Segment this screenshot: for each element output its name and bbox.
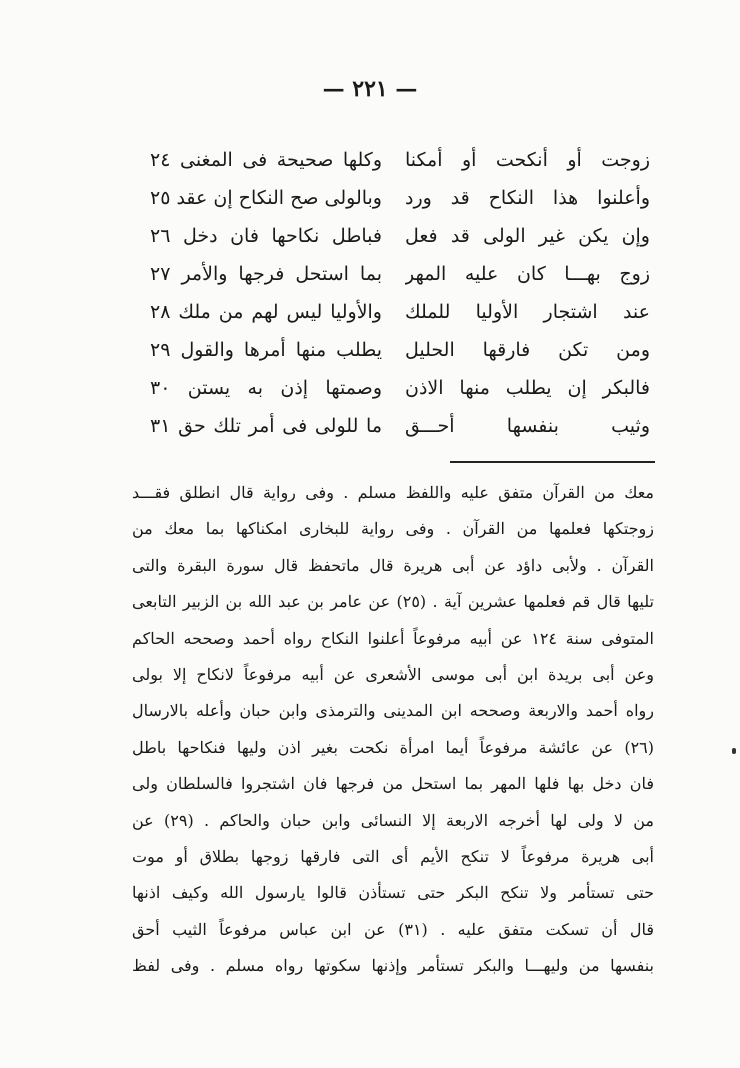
note-line: أبى هريرة مرفوعاً لا تنكح الأيم أى التى فارقها زوجها بطلاق أو موت (132, 846, 654, 866)
verse-first-hemistich: زوج بهـــا كان عليه المهر (405, 263, 650, 285)
verse-second-hemistich: فباطل نكاحها فان دخل ٢٦ (150, 225, 382, 247)
verse-second-hemistich: وبالولى صح النكاح إن عقد ٢٥ (150, 187, 382, 209)
verse-line (150, 260, 650, 298)
verse-line (150, 146, 650, 184)
verse-line (150, 412, 650, 450)
poem-verses (150, 146, 650, 450)
commentary-notes (132, 478, 654, 987)
verse-second-hemistich: وصمتها إذن به يستن ٣٠ (150, 377, 382, 399)
note-line: قال أن تسكت متفق عليه . (٣١) عن ابن عباس مرفوعاً الثيب أحق (132, 919, 654, 939)
verse-line (150, 222, 650, 260)
verse-first-hemistich: ومن تكن فارقها الحليل (405, 339, 650, 361)
note-line: بنفسها من وليهـــا والبكر تستأمر وإذنها سكوتها رواه مسلم . وفى لفظ (132, 956, 654, 976)
verse-second-hemistich: يطلب منها أمرها والقول ٢٩ (150, 339, 382, 361)
note-line: معك من القرآن متفق عليه واللفظ مسلم . وفى رواية قال انطلق فقـــد (132, 483, 654, 502)
note-line: وعن أبى بريدة ابن أبى موسى الأشعرى عن أبيه مرفوعاً لانكاح إلا بولى (132, 664, 654, 684)
note-line: القرآن . ولأبى داؤد عن أبى هريرة قال ماتحفظ قال سورة البقرة والتى (132, 555, 654, 575)
margin-ink-mark (732, 748, 736, 754)
verse-line (150, 374, 650, 412)
note-line: تليها قال قم فعلمها عشرين آية . (٢٥) عن عامر بن عبد الله بن الزبير التابعى (132, 592, 654, 612)
verse-line (150, 184, 650, 222)
note-line: فان دخل بها فلها المهر بما استحل من فرجها فان اشتجروا فالسلطان ولى (132, 774, 654, 794)
verse-second-hemistich: بما استحل فرجها والأمر ٢٧ (150, 263, 382, 285)
note-line: رواه أحمد والاربعة وصححه ابن المدينى والترمذى وابن حبان وأعله بالارسال (132, 701, 654, 721)
note-line: حتى تستأمر ولا تنكح البكر حتى تستأذن قالوا يارسول الله وكيف اذنها (132, 883, 654, 903)
note-line: من لا ولى لها أخرجه الاربعة إلا النسائى وابن حبان والحاكم . (٢٩) عن (132, 810, 654, 830)
verse-second-hemistich: ما للولى فى أمر تلك حق ٣١ (150, 415, 382, 437)
verse-second-hemistich: وكلها صحيحة فى المغنى ٢٤ (150, 149, 382, 171)
verse-first-hemistich: فالبكر إن يطلب منها الاذن (405, 377, 650, 399)
note-line: المتوفى سنة ١٢٤ عن أبيه مرفوعاً أعلنوا النكاح رواه أحمد وصححه الحاكم (132, 628, 654, 648)
note-line: (٢٦) عن عائشة مرفوعاً أيما امرأة نكحت بغير اذن وليها فنكاحها باطل (132, 737, 654, 757)
footnote-divider (450, 461, 655, 463)
verse-second-hemistich: والأوليا ليس لهم من ملك ٢٨ (150, 301, 382, 323)
verse-first-hemistich: وإن يكن غير الولى قد فعل (405, 225, 650, 247)
verse-line (150, 298, 650, 336)
verse-first-hemistich: وثيب بنفسها أحـــق (405, 415, 650, 437)
verse-line (150, 336, 650, 374)
verse-first-hemistich: زوجت أو أنكحت أو أمكنا (405, 149, 650, 171)
verse-first-hemistich: عند اشتجار الأوليا للملك (405, 301, 650, 323)
page-number: — ٢٢١ — (322, 76, 418, 102)
note-line: زوجتكها فعلمها من القرآن . وفى رواية للبخارى امكناكها بما معك من (132, 519, 654, 539)
verse-first-hemistich: وأعلنوا هذا النكاح قد ورد (405, 187, 650, 209)
